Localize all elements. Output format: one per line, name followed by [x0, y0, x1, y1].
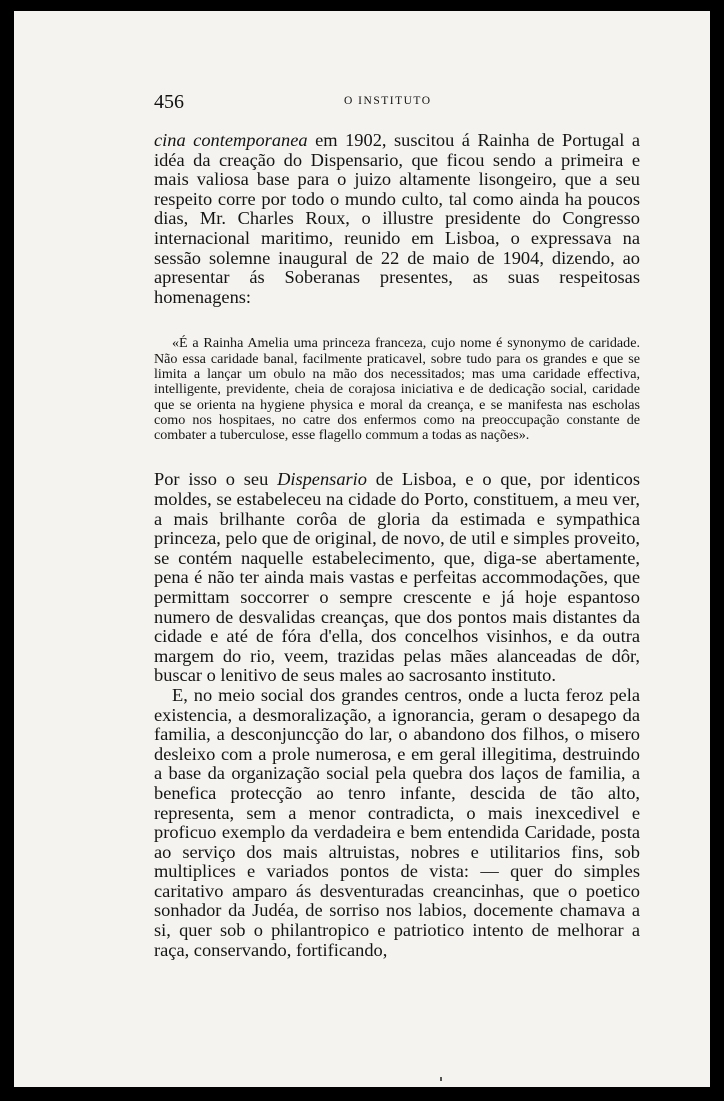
paragraph-continuation-text: em 1902, suscitou á Rainha de Portugal a idéa da creação do Dispensario, que ficou sendo a primeira e mais valiosa base para o juizo altamente lisongeiro, que a seu respeito corre por todo o mundo culto, tal como ainda ha poucos dias, Mr. Charles Roux, o illustre presidente do Congresso internacional maritimo, reunido em Lisboa, o expressava na sessão solemne inaugural de 22 de maio de 1904, dizendo, ao apresentar ás Soberanas presentes, as suas respeitosas homenagens:: [154, 130, 640, 307]
paragraph-dispensario-start: Por isso o seu: [154, 469, 278, 490]
running-title: O INSTITUTO: [344, 95, 432, 107]
body-text: [154, 131, 640, 960]
paragraph-dispensario-rest: de Lisboa, e o que, por identicos moldes, se estabeleceu na cidade do Porto, constituem, a meu ver, a mais brilhante corôa de gloria da estimada e sympathica princeza, pelo que de original, de novo, de util e simples proveito, se contém naquelle estabelecimento, que, diga-se abertamente, pena é não ter ainda mais vastas e perfeitas accommodações, que permittam soccorrer o sempre crescente e já hoje espantoso numero de desvalidas creanças, que dos pontos mais distantes da cidade e até de fóra d'ella, dos concelhos visinhos, e da outra margem do rio, veem, trazidas pelas mães alanceadas de dôr, buscar o lenitivo de seus males ao sacrosanto instituto.: [154, 469, 640, 686]
dispensario-italic: Dispensario: [277, 469, 367, 490]
paragraph-continuation: [154, 131, 640, 307]
paragraph-social-centres: E, no meio social dos grandes centros, onde a lucta feroz pela existencia, a desmoralização, a ignorancia, geram o desapego da familia, a desconjuncção do lar, o abandono dos filhos, o misero desleixo com a prole numerosa, e em geral illegitima, destruindo a base da organização social pela quebra dos laços de familia, a benefica protecção ao tenro infante, descida de tão alto, representa, sem a menor contradicta, o mais inexcedivel e proficuo exemplo da verdadeira e bem entendida Caridade, posta ao serviço dos mais altruistas, nobres e utilitarios fins, sob multiplices e variados pontos de vista: — quer do simples caritativo amparo ás desventuradas creancinhas, que o poetico sonhador da Judéa, de sorriso nos labios, docemente chamava a si, quer sob o philantropico e patriotico intento de melhorar a raça, conservando, fortificando,: [154, 684, 640, 960]
quotation-text: «É a Rainha Amelia uma princeza franceza, cujo nome é synonymo de caridade. Não essa caridade banal, facilmente praticavel, sobre tudo para os grandes e que se limita a lançar um obulo na mão dos necessitados; mas uma caridade effectiva, intelligente, previdente, cheia de corajosa iniciativa e de dedicação social, caridade que se orienta na hygiene physica e moral da creança, e se manifesta nas escholas como nos hospitaes, no catre dos enfermos como na preoccupação constante de combater a tuberculose, esse flagello commum a todas as nações».: [154, 335, 640, 444]
scanned-page: [14, 11, 710, 1087]
paragraph-dispensario: [154, 470, 640, 686]
page-header: [154, 91, 584, 119]
block-quotation: [154, 336, 640, 443]
page-number: 456: [154, 91, 184, 113]
italic-lead-words: cina contemporanea: [154, 130, 308, 150]
print-speck: [440, 1077, 442, 1081]
